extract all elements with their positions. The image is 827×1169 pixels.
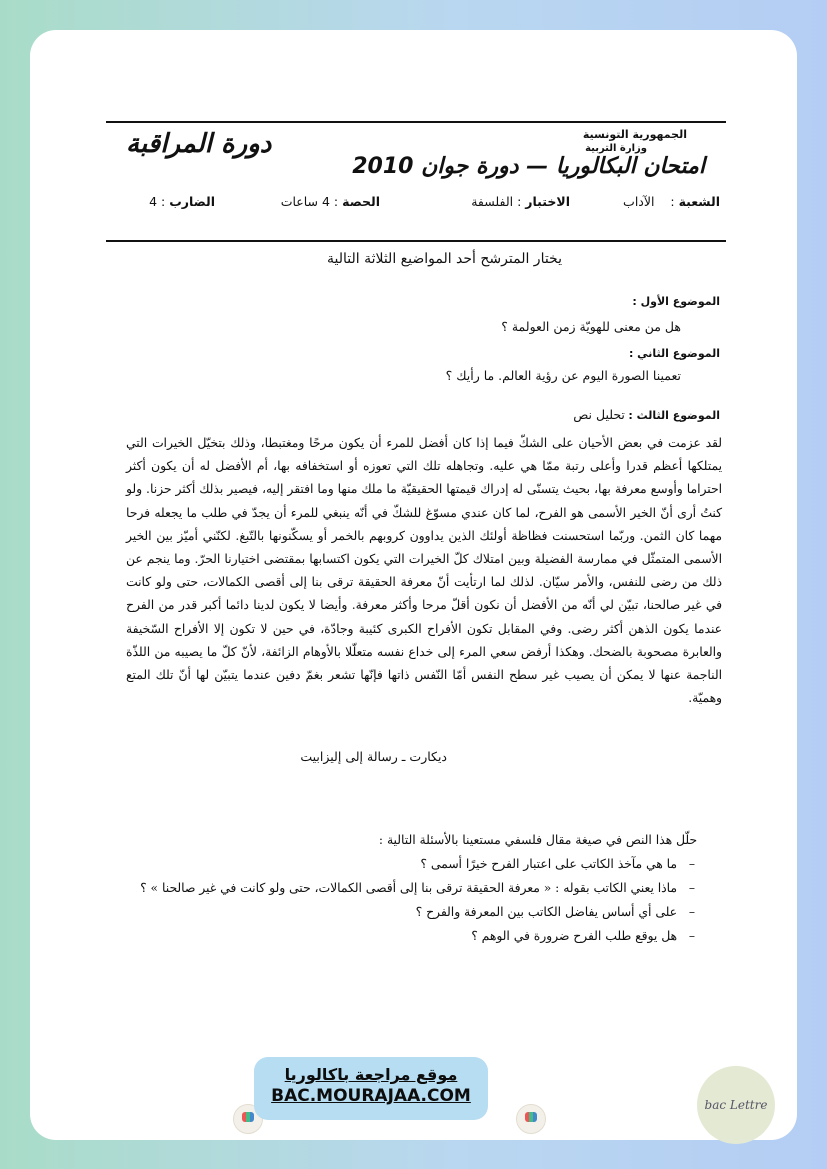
- subject-field: الاختبار : الفلسفة: [471, 194, 570, 209]
- duration-field: الحصة : 4 ساعات: [280, 194, 380, 209]
- branch-label: الشعبة: [678, 194, 720, 209]
- topic2-heading: الموضوع الثاني :: [628, 347, 720, 360]
- topic1-question: هل من معنى للهويّة زمن العولمة ؟: [501, 319, 681, 334]
- topic3-heading: الموضوع الثالث :: [628, 409, 720, 422]
- duration-value: 4 ساعات: [280, 194, 330, 209]
- coef-label: الضارب: [169, 194, 215, 209]
- site-logo-icon: [516, 1104, 546, 1134]
- question-list: [97, 828, 697, 948]
- passage-citation: ديكارت ـ رسالة إلى إليزابيت: [300, 749, 447, 764]
- coef-value: 4: [149, 194, 158, 209]
- ministry-label: وزارة التربية: [585, 143, 647, 154]
- topic1-heading: الموضوع الأول :: [632, 295, 720, 308]
- branch-value: الآداب: [623, 194, 655, 209]
- topic2-question: تعمينا الصورة اليوم عن رؤية العالم. ما رأيك ؟: [445, 368, 681, 383]
- topic3-passage: لقد عزمت في بعض الأحيان على الشكّ فيما إذا كان أفضل للمرء أن يكون مرحًا ومغتبطا، وذلك بتخيّل الخيرات التي يمتلكها أعظم قدرا وأعلى رتبة ممّا هي عليه. وتجاهله تلك التي تعوزه أو استخفافه بها، أم الأفضل له أن يكون أكثر احتراما وأوسع معرفة بها، بحيث يتسنّى له إدراك قيمتها الحقيقيّة ما ملك منها وما افتقر إليه، فيصير بذلك أكثر حزنا. ولو كنتُ أرى أنّ الخير الأسمى هو الفرح، لما كان عندي مسوّغ للشكّ في أنّه ينبغي للمرء أن يجدّ في طلب ما يجعله فرحا مهما كان الثمن. وربّما استحسنت فظاظة أولئك الذين يداوون كروبهم بالخمر أو يسكّنونها بالتّبغ. لكنّني أميّز بين الخير الأسمى المتمثّل في ممارسة الفضيلة وبين امتلاك كلّ الخيرات التي يكون اكتسابها بمقتضى اختيارنا الحرّ. وما ينجم عن ذلك من رضى للنفس، والأمر سيّان. لذلك لما ارتأيت أنّ معرفة الحقيقة ترقى بنا إلى أقصى الكمالات، حتى ولو كانت في غير صالحنا، تبيّن لي أنّه من الأفضل أن نكون أقلّ مرحا وأكثر معرفة. وأيضا لا يكون لدينا دائما أكبر قدر من الفرح عندما يكون الذهن أكثر رضى. وفي المقابل تكون الأفراح الكبرى كئيبة وجادّة، في حين لا تكون إلا الأفراح السّخيفة والعابرة مصحوبة بالضحك. وهكذا أرفض سعي المرء إلى خداع نفسه متعلّلا بالأوهام الزائفة، لأنّ كلّ ما يصيبه من اللذّة الناجمة عنها لا يمكن أن يصيب غير سطح النفس أمّا النّفس ذاتها فإنّها تشعر بغمّ دفين عندما يتبيّن لها أنّ تلك المتع وهميّة.: [126, 436, 722, 706]
- branch-field: الشعبة : الآداب: [623, 194, 720, 209]
- topic3-subtitle: تحليل نص: [573, 407, 625, 422]
- site-name-ar[interactable]: موقع مراجعة باكالوريا: [284, 1065, 458, 1084]
- page-card: [30, 30, 797, 1140]
- exam-title: امتحان البكالوريا — دورة جوان 2010: [352, 154, 705, 179]
- duration-label: الحصة: [342, 194, 380, 209]
- session-label: دورة المراقبة: [126, 129, 272, 159]
- bac-lettre-badge: bac Lettre: [697, 1066, 775, 1144]
- site-banner-link[interactable]: [254, 1057, 488, 1120]
- topic3-header: [573, 407, 720, 422]
- instructions: يختار المترشح أحد المواضيع الثلاثة التالية: [326, 251, 562, 267]
- questions-prompt: حلّل هذا النص في صيغة مقال فلسفي مستعينا بالأسئلة التالية :: [378, 833, 697, 847]
- question-item: – ماذا يعني الكاتب بقوله : « معرفة الحقيقة ترقى بنا إلى أقصى الكمالات، حتى ولو كانت في غير صالحنا » ؟: [97, 876, 697, 900]
- site-url[interactable]: BAC.MOURAJAA.COM: [271, 1086, 471, 1106]
- question-item: – ما هي مآخذ الكاتب على اعتبار الفرح خيرًا أسمى ؟: [97, 852, 697, 876]
- question-item: – على أي أساس يفاضل الكاتب بين المعرفة والفرح ؟: [97, 900, 697, 924]
- subject-value: الفلسفة: [471, 194, 514, 209]
- exam-document: [30, 30, 797, 1140]
- coef-field: الضارب : 4: [149, 194, 215, 209]
- republic-label: الجمهورية التونسية: [582, 128, 687, 141]
- subject-label: الاختبار: [525, 194, 570, 209]
- exam-meta-row: [120, 194, 720, 218]
- question-item: – هل يوقع طلب الفرح ضرورة في الوهم ؟: [97, 924, 697, 948]
